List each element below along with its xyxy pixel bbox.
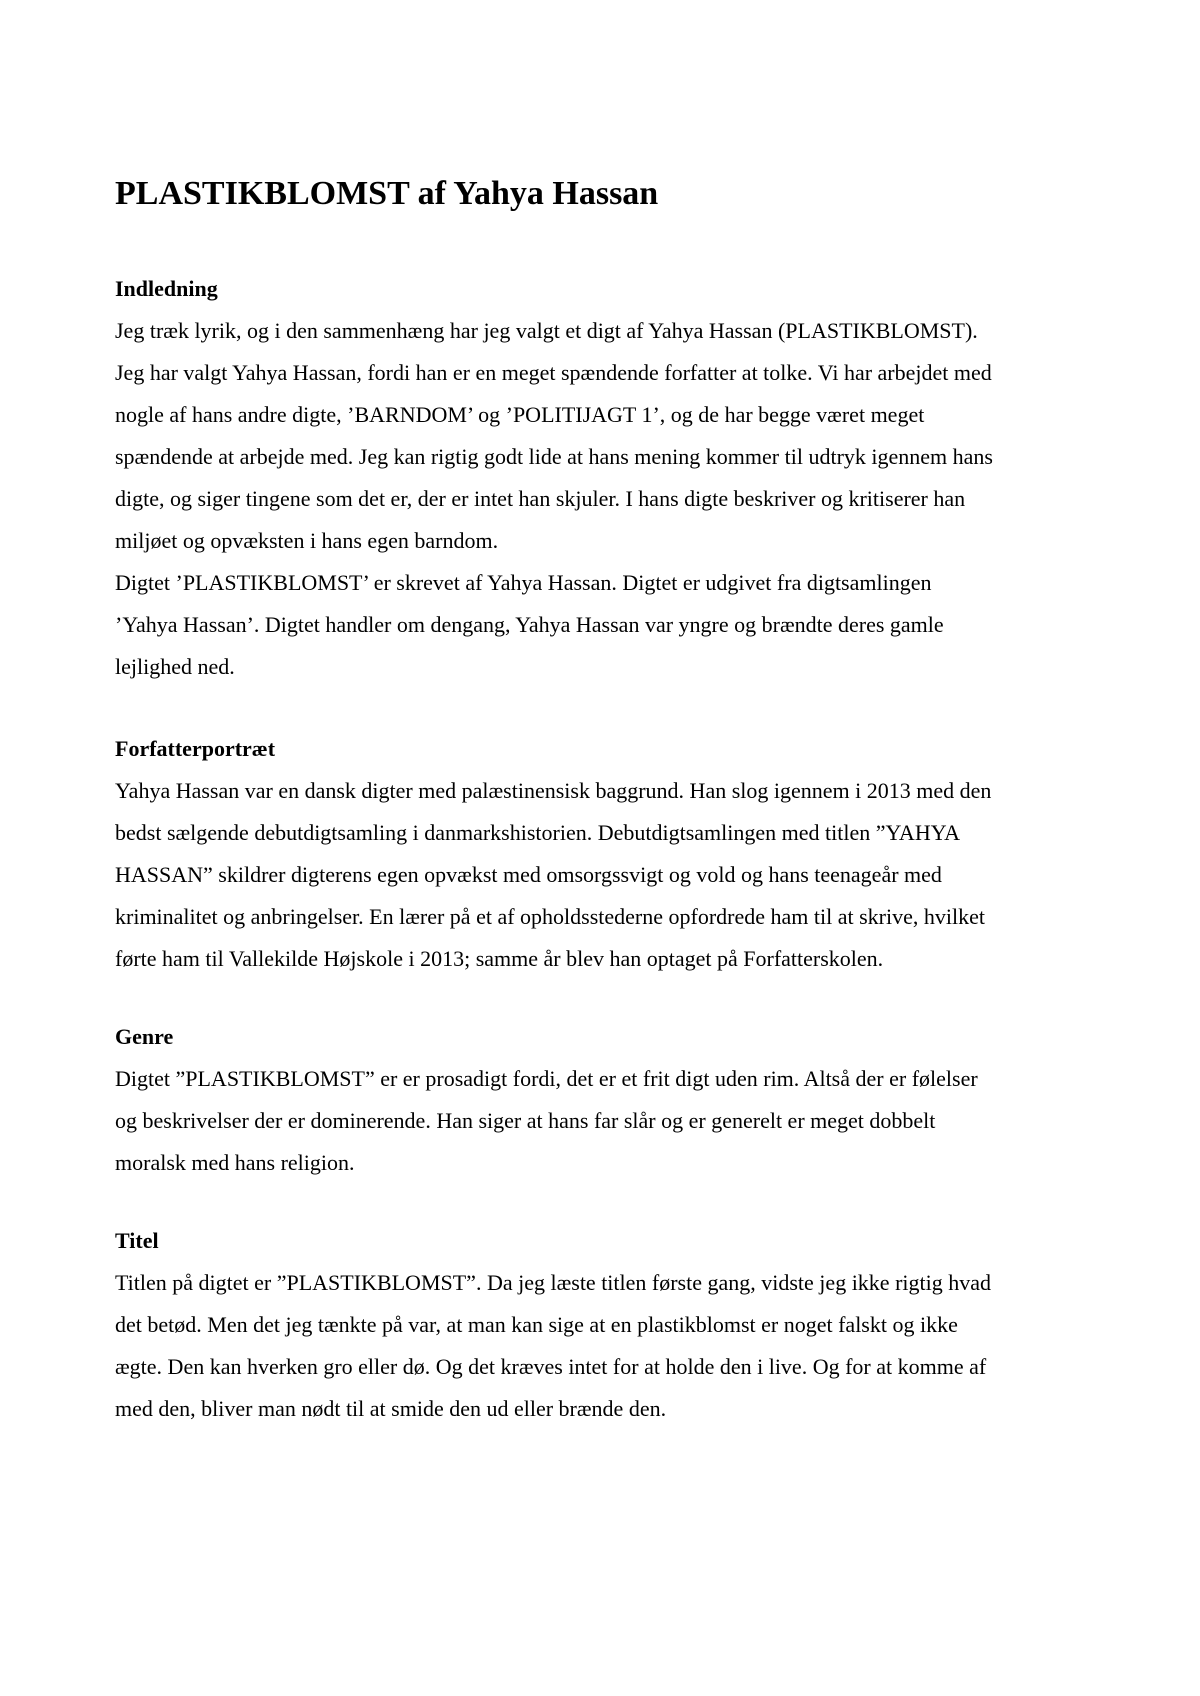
body-line: ’Yahya Hassan’. Digtet handler om dengang, Yahya Hassan var yngre og brændte deres gamle bbox=[115, 612, 944, 637]
body-line: Digtet ”PLASTIKBLOMST” er er prosadigt fordi, det er et frit digt uden rim. Altså der er følelser bbox=[115, 1066, 978, 1091]
body-line: førte ham til Vallekilde Højskole i 2013; samme år blev han optaget på Forfatterskolen. bbox=[115, 946, 884, 971]
document-title: PLASTIKBLOMST af Yahya Hassan bbox=[115, 175, 659, 212]
section-forfatterportræt bbox=[115, 728, 1100, 980]
body-line: miljøet og opvæksten i hans egen barndom. bbox=[115, 528, 499, 553]
body-line: det betød. Men det jeg tænkte på var, at man kan sige at en plastikblomst er noget falskt og ikke bbox=[115, 1312, 958, 1337]
body-line: bedst sælgende debutdigtsamling i danmarkshistorien. Debutdigtsamlingen med titlen ”YAHYA bbox=[115, 820, 961, 845]
body-line: og beskrivelser der er dominerende. Han siger at hans far slår og er generelt er meget dobbelt bbox=[115, 1108, 936, 1133]
body-line: lejlighed ned. bbox=[115, 654, 235, 679]
section-heading: Forfatterportræt bbox=[115, 736, 276, 761]
section-heading: Titel bbox=[115, 1228, 159, 1253]
body-line: Digtet ’PLASTIKBLOMST’ er skrevet af Yahya Hassan. Digtet er udgivet fra digtsamlingen bbox=[115, 570, 932, 595]
section-titel bbox=[115, 1220, 1100, 1430]
body-line: Titlen på digtet er ”PLASTIKBLOMST”. Da jeg læste titlen første gang, vidste jeg ikke rigtig hvad bbox=[115, 1270, 991, 1295]
body-line: ægte. Den kan hverken gro eller dø. Og det kræves intet for at holde den i live. Og for at komme af bbox=[115, 1354, 987, 1379]
body-line: kriminalitet og anbringelser. En lærer på et af opholdsstederne opfordrede ham til at skrive, hvilket bbox=[115, 904, 985, 929]
body-line: Yahya Hassan var en dansk digter med palæstinensisk baggrund. Han slog igennem i 2013 med den bbox=[115, 778, 992, 803]
body-line: HASSAN” skildrer digterens egen opvækst med omsorgssvigt og vold og hans teenageår med bbox=[115, 862, 942, 887]
section-body bbox=[115, 770, 1100, 980]
body-line: Jeg træk lyrik, og i den sammenhæng har jeg valgt et digt af Yahya Hassan (PLASTIKBLOMST). bbox=[115, 318, 978, 343]
section-body bbox=[115, 1262, 1100, 1430]
document-sections bbox=[115, 268, 1100, 1430]
body-line: spændende at arbejde med. Jeg kan rigtig godt lide at hans mening kommer til udtryk igennem hans bbox=[115, 444, 993, 469]
body-line: med den, bliver man nødt til at smide den ud eller brænde den. bbox=[115, 1396, 667, 1421]
section-heading: Genre bbox=[115, 1024, 174, 1049]
document-content bbox=[115, 170, 1100, 1430]
section-body bbox=[115, 1058, 1100, 1184]
body-line: Jeg har valgt Yahya Hassan, fordi han er en meget spændende forfatter at tolke. Vi har arbejdet med bbox=[115, 360, 992, 385]
section-heading: Indledning bbox=[115, 276, 218, 301]
section-indledning bbox=[115, 268, 1100, 688]
body-line: moralsk med hans religion. bbox=[115, 1150, 355, 1175]
body-line: nogle af hans andre digte, ’BARNDOM’ og ’POLITIJAGT 1’, og de har begge været meget bbox=[115, 402, 925, 427]
section-body bbox=[115, 310, 1100, 688]
body-line: digte, og siger tingene som det er, der er intet han skjuler. I hans digte beskriver og kritiserer han bbox=[115, 486, 966, 511]
section-genre bbox=[115, 1016, 1100, 1184]
